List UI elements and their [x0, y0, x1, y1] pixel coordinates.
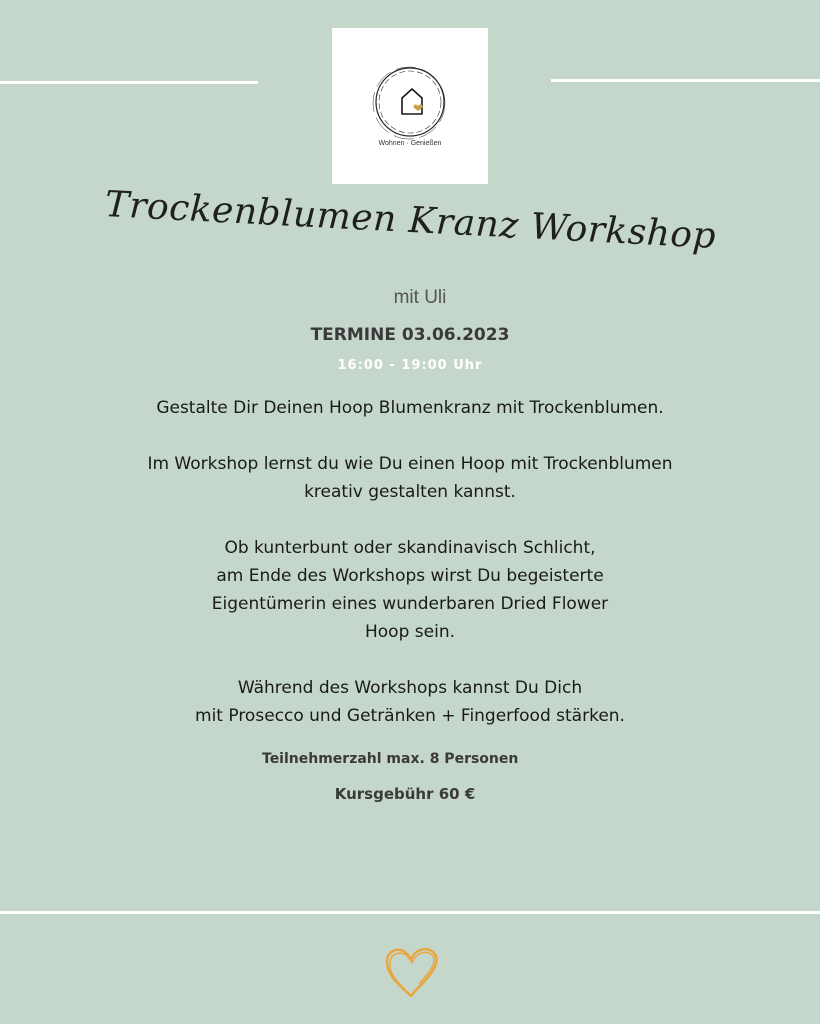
date-label: TERMINE 03.06.2023 — [310, 325, 510, 345]
description-paragraph: Während des Workshops kannst Du Dich mit Prosecco und Getränken + Fingerfood stärken. — [195, 678, 625, 726]
participants-label: Teilnehmerzahl max. 8 Personen — [262, 751, 519, 767]
top-left-divider — [0, 81, 258, 84]
house-heart-icon — [402, 89, 423, 114]
description-paragraph: Gestalte Dir Deinen Hoop Blumenkranz mit Trockenblumen. — [156, 398, 664, 418]
bottom-divider — [0, 911, 820, 914]
logo-ring-icon — [332, 28, 488, 184]
top-right-divider — [551, 79, 820, 82]
time-label: 16:00 - 19:00 Uhr — [337, 358, 483, 373]
page-title: Trockenblumen Kranz Workshop — [103, 184, 718, 257]
logo-tagline: Wohnen · Genießen — [378, 140, 442, 147]
logo — [332, 28, 488, 184]
description-paragraph: Ob kunterbunt oder skandinavisch Schlicht, am Ende des Workshops wirst Du begeisterte Eigentümerin eines wunderbaren Dried Flower Hoop sein. — [211, 538, 609, 642]
description — [60, 394, 760, 758]
subtitle: mit Uli — [393, 287, 447, 308]
description-paragraph: Im Workshop lernst du wie Du einen Hoop mit Trockenblumen kreativ gestalten kannst. — [147, 454, 673, 502]
heart-icon — [380, 940, 442, 1002]
fee-label: Kursgebühr 60 € — [334, 785, 476, 803]
